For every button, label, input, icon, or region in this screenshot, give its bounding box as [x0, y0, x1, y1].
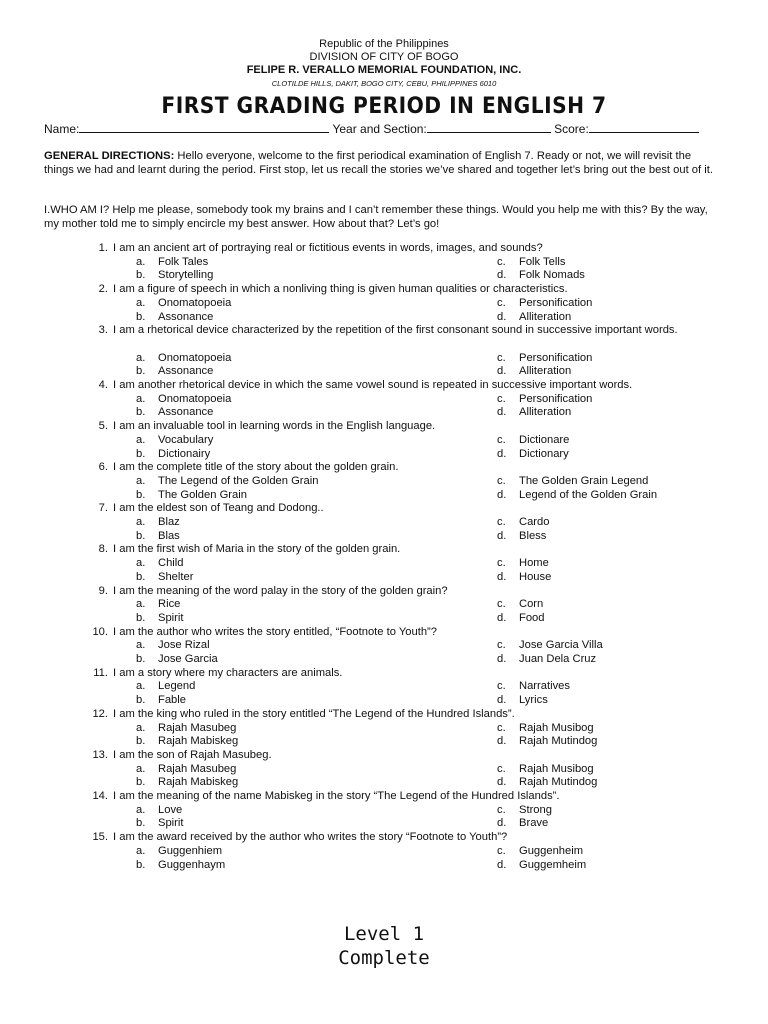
answer-option[interactable] — [497, 365, 571, 379]
question-number: 5. — [98, 420, 108, 433]
option-text: Dictionare — [519, 433, 570, 446]
answer-option[interactable] — [497, 256, 565, 270]
question-text: I am the meaning of the name Mabiskeg in the story “The Legend of the Hundred Islands”. — [113, 790, 560, 802]
option-letter: d. — [497, 310, 507, 323]
option-letter: b. — [136, 858, 146, 871]
option-text: Fable — [158, 694, 186, 707]
option-letter: d. — [497, 611, 507, 624]
option-text: Rajah Mabiskeg — [158, 735, 239, 748]
option-letter: a. — [136, 680, 146, 693]
option-text: Personification — [519, 296, 593, 309]
option-letter: c. — [497, 351, 506, 364]
question-number: 14. — [92, 790, 108, 802]
option-letter: c. — [497, 433, 506, 446]
option-letter: a. — [136, 296, 146, 309]
option-text: Rajah Masubeg — [158, 721, 237, 734]
question-text: I am a rhetorical device characterized by the repetition of the first consonant sound in successive important words. — [113, 324, 678, 337]
answer-option[interactable] — [136, 448, 210, 462]
answer-option[interactable] — [136, 735, 238, 749]
option-letter: d. — [497, 817, 507, 830]
option-letter: d. — [497, 694, 507, 707]
option-text: Folk Tales — [158, 255, 209, 268]
option-text: Rajah Mabiskeg — [158, 776, 239, 789]
answer-option[interactable] — [136, 776, 238, 790]
year-section-label: Year and Section: — [332, 122, 427, 136]
option-letter: b. — [136, 776, 146, 789]
option-text: Guggenhiem — [158, 844, 223, 857]
question-number: 10. — [92, 625, 108, 638]
option-letter: d. — [497, 406, 507, 419]
option-letter: b. — [136, 406, 146, 419]
answer-option[interactable] — [136, 817, 184, 831]
question-number: 1. — [98, 242, 108, 254]
option-letter: c. — [497, 255, 506, 268]
question-text: I am the first wish of Maria in the story of the golden grain. — [113, 543, 401, 556]
directions-text: Hello everyone, welcome to the first periodical examination of English 7. Ready or not, we will revisit the things we had and learnt during the period. First stop, let us recall the stories we’ve shared and together let’s bring out the best out of it. — [44, 150, 713, 176]
option-text: Guggenheim — [519, 844, 584, 857]
option-text: Folk Tells — [519, 255, 566, 268]
option-letter: a. — [136, 392, 146, 405]
answer-option[interactable] — [136, 516, 180, 530]
option-letter: d. — [497, 529, 507, 542]
question-text: I am the author who writes the story entitled, “Footnote to Youth”? — [113, 625, 437, 638]
answer-option[interactable] — [497, 804, 552, 818]
option-text: Brave — [519, 817, 549, 830]
score-label: Score: — [554, 122, 589, 136]
option-text: Storytelling — [158, 269, 214, 282]
option-text: Food — [519, 611, 545, 624]
option-letter: b. — [136, 310, 146, 323]
answer-option[interactable] — [136, 557, 184, 571]
answer-option[interactable] — [136, 365, 213, 379]
option-letter: d. — [497, 365, 507, 378]
option-letter: a. — [136, 351, 146, 364]
option-letter: b. — [136, 365, 146, 378]
answer-option[interactable] — [136, 859, 225, 873]
question-text: I am a figure of speech in which a nonliving thing is given human qualities or characteristics. — [113, 283, 568, 296]
question-text: I am the complete title of the story about the golden grain. — [113, 461, 399, 474]
answer-option[interactable] — [136, 352, 231, 366]
header-republic: Republic of the Philippines — [319, 38, 449, 50]
question-number: 7. — [98, 502, 108, 515]
answer-option[interactable] — [136, 475, 318, 489]
answer-option[interactable] — [497, 763, 594, 777]
answer-option[interactable] — [136, 530, 180, 544]
answer-option[interactable] — [136, 297, 231, 311]
answer-option[interactable] — [497, 516, 549, 530]
answer-option[interactable] — [136, 311, 213, 325]
option-text: Strong — [519, 803, 552, 816]
option-letter: c. — [497, 639, 506, 652]
option-text: Blaz — [158, 516, 180, 528]
option-text: Love — [158, 803, 183, 816]
option-text: Assonance — [158, 310, 214, 323]
option-text: Assonance — [158, 406, 214, 419]
option-letter: b. — [136, 735, 146, 748]
option-letter: a. — [136, 474, 146, 487]
option-letter: c. — [497, 844, 506, 857]
option-text: Rajah Musibog — [519, 721, 594, 734]
option-text: Jose Garcia Villa — [519, 639, 603, 652]
question-text: I am a story where my characters are animals. — [113, 666, 343, 679]
answer-option[interactable] — [136, 571, 193, 585]
answer-option[interactable] — [136, 639, 210, 653]
option-text: Spirit — [158, 611, 184, 624]
option-letter: d. — [497, 858, 507, 871]
option-text: Lyrics — [519, 694, 548, 707]
option-text: Home — [519, 557, 549, 570]
answer-option[interactable] — [497, 694, 548, 708]
question-text: I am an ancient art of portraying real or fictitious events in words, images, and sounds? — [113, 242, 543, 254]
option-text: Folk Nomads — [519, 269, 585, 282]
directions-label: GENERAL DIRECTIONS: — [44, 150, 175, 162]
answer-option[interactable] — [136, 489, 247, 503]
score-blank[interactable] — [589, 121, 699, 133]
option-text: Blas — [158, 529, 180, 542]
option-text: Onomatopoeia — [158, 392, 232, 405]
answer-option[interactable] — [497, 639, 603, 653]
answer-option[interactable] — [497, 817, 548, 831]
option-letter: c. — [497, 296, 506, 309]
answer-option[interactable] — [497, 448, 569, 462]
answer-option[interactable] — [497, 776, 597, 790]
option-text: Onomatopoeia — [158, 351, 232, 364]
option-letter: c. — [497, 557, 506, 570]
question-text: I am another rhetorical device in which the same vowel sound is repeated in successive important words. — [113, 379, 633, 391]
answer-option[interactable] — [136, 763, 236, 777]
option-text: Rajah Mutindog — [519, 776, 598, 789]
option-letter: b. — [136, 653, 146, 665]
option-letter: b. — [136, 570, 146, 583]
name-blank[interactable] — [79, 121, 329, 133]
option-letter: c. — [497, 803, 506, 816]
option-text: Rice — [158, 598, 181, 611]
option-letter: c. — [497, 762, 506, 775]
option-text: Cardo — [519, 516, 550, 528]
option-text: Jose Garcia — [158, 653, 218, 665]
option-text: Personification — [519, 392, 593, 405]
question-number: 15. — [92, 831, 108, 844]
header-school: FELIPE R. VERALLO MEMORIAL FOUNDATION, INC. — [246, 64, 522, 76]
option-text: Personification — [519, 351, 593, 364]
answer-option[interactable] — [497, 475, 648, 489]
general-directions — [44, 150, 724, 177]
option-text: Rajah Musibog — [519, 762, 594, 775]
option-text: Shelter — [158, 570, 194, 583]
option-letter: c. — [497, 721, 506, 734]
option-text: Alliteration — [519, 365, 572, 378]
answer-option[interactable] — [497, 722, 594, 736]
option-letter: b. — [136, 817, 146, 830]
option-letter: c. — [497, 474, 506, 487]
question-text: I am the king who ruled in the story entitled “The Legend of the Hundred Islands”. — [113, 707, 515, 720]
answer-option[interactable] — [136, 598, 180, 612]
exam-title: FIRST GRADING PERIOD IN ENGLISH 7 — [161, 94, 607, 119]
answer-option[interactable] — [497, 311, 571, 325]
answer-option[interactable] — [136, 393, 231, 407]
option-text: Legend of the Golden Grain — [519, 488, 658, 501]
question-number: 8. — [98, 543, 108, 556]
option-text: Spirit — [158, 817, 184, 830]
answer-option[interactable] — [497, 352, 592, 366]
option-text: Corn — [519, 598, 544, 611]
question-number: 6. — [98, 461, 108, 474]
answer-option[interactable] — [497, 489, 657, 503]
option-letter: d. — [497, 653, 507, 665]
question-number: 13. — [92, 748, 108, 761]
question-text: I am the son of Rajah Masubeg. — [113, 748, 272, 761]
question-number: 11. — [93, 666, 108, 679]
option-text: Alliteration — [519, 310, 572, 323]
answer-option[interactable] — [497, 680, 570, 694]
answer-option[interactable] — [136, 680, 195, 694]
question-number: 12. — [92, 707, 108, 720]
option-text: The Legend of the Golden Grain — [158, 474, 319, 487]
answer-option[interactable] — [497, 406, 571, 420]
year-section-blank[interactable] — [427, 121, 551, 133]
name-label: Name: — [44, 122, 80, 136]
answer-option[interactable] — [497, 557, 549, 571]
option-letter: d. — [497, 269, 507, 282]
student-info-row — [44, 121, 734, 136]
answer-option[interactable] — [497, 297, 592, 311]
option-text: Jose Rizal — [158, 639, 210, 652]
answer-option[interactable] — [497, 735, 597, 749]
option-letter: b. — [136, 611, 146, 624]
question-number: 3. — [98, 324, 108, 337]
option-letter: a. — [136, 803, 146, 816]
option-text: Narratives — [519, 680, 570, 693]
question-text: I am an invaluable tool in learning words in the English language. — [113, 420, 436, 433]
option-text: Dictionairy — [158, 447, 211, 460]
answer-option[interactable] — [136, 694, 186, 708]
option-text: Bless — [519, 529, 547, 542]
question-number: 4. — [98, 379, 108, 391]
option-text: Alliteration — [519, 406, 572, 419]
option-letter: b. — [136, 269, 146, 282]
option-letter: d. — [497, 735, 507, 748]
answer-option[interactable] — [136, 434, 213, 448]
option-letter: a. — [136, 762, 146, 775]
answer-option[interactable] — [136, 722, 236, 736]
footer-level: Level 1 — [343, 923, 425, 945]
option-letter: a. — [136, 557, 146, 570]
option-letter: a. — [136, 598, 146, 611]
option-letter: c. — [497, 392, 506, 405]
option-letter: c. — [497, 516, 506, 528]
option-letter: a. — [136, 639, 146, 652]
option-text: Assonance — [158, 365, 214, 378]
header-division: DIVISION OF CITY OF BOGO — [309, 51, 459, 63]
question-text: I am the award received by the author who writes the story “Footnote to Youth”? — [113, 831, 508, 844]
answer-option[interactable] — [136, 269, 213, 283]
option-text: Child — [158, 557, 184, 570]
option-letter: a. — [136, 516, 146, 528]
option-letter: c. — [497, 598, 506, 611]
option-text: Vocabulary — [158, 433, 214, 446]
option-letter: d. — [497, 488, 507, 501]
header-address: CLOTILDE HILLS, DAKIT, BOGO CITY, CEBU, PHILIPPINES 6010 — [271, 79, 497, 88]
option-text: House — [519, 570, 552, 583]
answer-option[interactable] — [497, 530, 546, 544]
section-intro: I.WHO AM I? Help me please, somebody took my brains and I can’t remember these things. Would you help me with this? By the way, my mother told me to simply encircle my best answer. How about that? Let’s go! — [44, 204, 708, 230]
answer-option[interactable] — [136, 256, 208, 270]
option-letter: b. — [136, 488, 146, 501]
answer-option[interactable] — [136, 406, 213, 420]
option-letter: b. — [136, 447, 146, 460]
question-text: I am the meaning of the word palay in the story of the golden grain? — [113, 584, 448, 597]
option-letter: a. — [136, 255, 146, 268]
option-text: The Golden Grain Legend — [519, 474, 649, 487]
answer-option[interactable] — [136, 653, 218, 667]
option-text: Rajah Mutindog — [519, 735, 598, 748]
option-text: The Golden Grain — [158, 488, 247, 501]
option-text: Legend — [158, 680, 196, 693]
option-letter: a. — [136, 433, 146, 446]
answer-option[interactable] — [136, 804, 182, 818]
footer-complete: Complete — [338, 947, 430, 969]
option-text: Dictionary — [519, 447, 569, 460]
answer-option[interactable] — [136, 845, 222, 859]
option-letter: c. — [497, 680, 506, 693]
option-text: Onomatopoeia — [158, 296, 232, 309]
answer-option[interactable] — [497, 598, 543, 612]
answer-option[interactable] — [497, 859, 586, 873]
option-letter: b. — [136, 694, 146, 707]
option-text: Guggenhaym — [158, 858, 226, 871]
answer-option[interactable] — [497, 269, 585, 283]
question-text: I am the eldest son of Teang and Dodong.. — [113, 502, 324, 515]
option-letter: d. — [497, 776, 507, 789]
option-letter: a. — [136, 844, 146, 857]
answer-option[interactable] — [136, 612, 184, 626]
option-text: Rajah Masubeg — [158, 762, 237, 775]
answer-option[interactable] — [497, 434, 569, 448]
option-letter: d. — [497, 447, 507, 460]
option-text: Guggemheim — [519, 858, 587, 871]
option-text: Juan Dela Cruz — [519, 653, 597, 665]
answer-option[interactable] — [497, 393, 592, 407]
answer-option[interactable] — [497, 653, 596, 667]
answer-option[interactable] — [497, 612, 545, 626]
answer-option[interactable] — [497, 571, 551, 585]
option-letter: a. — [136, 721, 146, 734]
question-number: 2. — [98, 283, 108, 296]
answer-option[interactable] — [497, 845, 583, 859]
option-letter: b. — [136, 529, 146, 542]
option-letter: d. — [497, 570, 507, 583]
question-number: 9. — [98, 584, 108, 597]
